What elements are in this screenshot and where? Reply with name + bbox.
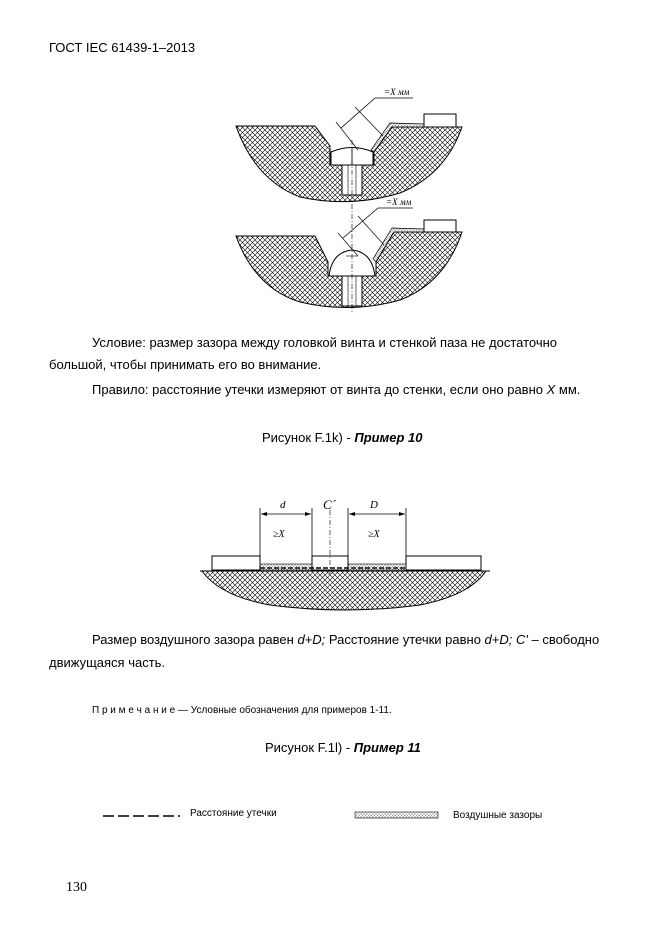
label-gex-left: ≥X xyxy=(273,529,285,540)
label-d: d xyxy=(280,499,286,511)
legend-creepage: Расстояние утечки xyxy=(190,808,277,819)
condition-text: Условие: размер зазора между головкой винта и стенкой паза не достаточно xyxy=(92,335,558,350)
caption-l-example: Пример 11 xyxy=(353,740,421,755)
desc-prefix: Размер воздушного зазора равен xyxy=(92,632,298,647)
rule-text xyxy=(92,379,580,401)
label-c: C´ xyxy=(323,497,336,512)
clearance-legend-symbol xyxy=(355,812,438,818)
note: П р и м е ч а н и е — Условные обозначения для примеров 1-11. xyxy=(92,705,392,716)
rule-prefix: Правило: расстояние утечки измеряют от винта до стенки, если оно равно xyxy=(92,382,547,397)
rule-suffix: мм. xyxy=(555,382,581,397)
condition-text-cont: большой, чтобы принимать его во внимание. xyxy=(49,357,322,372)
figure-l-caption xyxy=(265,740,421,755)
desc-cont: движущаяся часть. xyxy=(49,655,166,670)
label-gex-right: ≥X xyxy=(368,529,380,540)
figure-k-caption xyxy=(262,430,422,445)
desc-mid: Расстояние утечки равно xyxy=(325,632,485,647)
rule-var: X xyxy=(546,382,556,397)
label-D: D xyxy=(370,499,378,511)
figure-l xyxy=(200,508,490,610)
caption-k-example: Пример 10 xyxy=(354,430,423,445)
page-number: 130 xyxy=(66,880,87,895)
desc-dD2: d+D; C' xyxy=(484,632,528,647)
caption-l-prefix: Рисунок F.1l) - xyxy=(265,740,354,755)
dim-label-bottom: =X мм xyxy=(386,197,412,207)
desc-suffix: – свободно xyxy=(527,632,600,647)
standard-header: ГОСТ IEC 61439-1–2013 xyxy=(49,40,196,55)
figure-k-bottom xyxy=(236,204,462,312)
desc-dD1: d+D; xyxy=(297,632,326,647)
legend-clearance: Воздушные зазоры xyxy=(453,810,543,821)
dim-label-top: =X мм xyxy=(384,87,410,97)
caption-k-prefix: Рисунок F.1k) - xyxy=(262,430,355,445)
figure-k-top xyxy=(236,98,462,202)
figure-l-description xyxy=(92,629,599,651)
